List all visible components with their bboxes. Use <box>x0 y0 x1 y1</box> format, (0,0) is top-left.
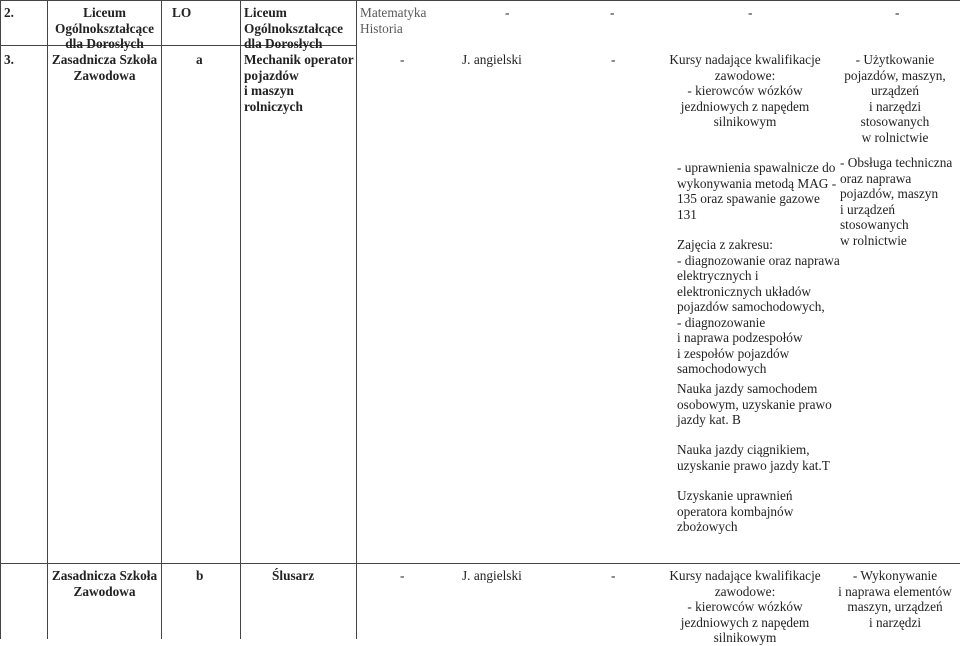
row-divider-3-4 <box>0 563 960 564</box>
dash-cell: - <box>505 5 510 20</box>
table-border-top <box>0 0 960 1</box>
classes-scope: Zajęcia z zakresu: - diagnozowanie oraz naprawa elektrycznych i elektronicznych układów pojazdów samochodowych, - diagnozowanie i naprawa podzespołów i zespołów pojazdów samochodowych <box>677 237 840 376</box>
school-name-lo: Liceum Ogólnokształcące dla Dorosłych <box>55 5 154 51</box>
courses-list-b: Kursy nadające kwalifikacje zawodowe: - kierowców wózków jezdniowych z napędem silnikowym <box>669 568 821 645</box>
col-divider-4 <box>356 0 357 639</box>
col-divider-3 <box>240 0 241 639</box>
profession-letter-a: a <box>196 52 203 67</box>
learning-effects-b: - Wykonywanie i naprawa elementów maszyn, urządzeń i narzędzi <box>838 568 952 630</box>
profession-letter-b: b <box>196 568 204 583</box>
welding-qualifications: - uprawnienia spawalnicze do wykonywania metodą MAG - 135 oraz spawanie gazowe 131 <box>677 160 837 222</box>
profession-name-b: Ślusarz <box>272 568 315 583</box>
dash-cell: - <box>400 568 405 583</box>
dash-cell: - <box>895 5 900 20</box>
dash-cell: - <box>610 5 615 20</box>
learning-effects-2: - Obsługa techniczna oraz naprawa pojazdów, maszyn i urządzeń stosowanych w rolnictwie <box>840 155 953 248</box>
learning-effects-1: - Użytkowanie pojazdów, maszyn, urządzeń i narzędzi stosowanych w rolnictwie <box>844 52 946 145</box>
combine-operator-course: Uzyskanie uprawnień operatora kombajnów zbożowych <box>677 488 794 534</box>
row-number-2: 2. <box>4 5 14 20</box>
dash-cell: - <box>611 568 616 583</box>
school-code-lo: LO <box>172 5 192 20</box>
courses-list: Kursy nadające kwalifikacje zawodowe: - kierowców wózków jezdniowych z napędem silnikowym <box>669 52 821 129</box>
table-border-left <box>0 0 1 639</box>
school-name-zsz: Zasadnicza Szkoła Zawodowa <box>51 52 158 83</box>
row-number-3: 3. <box>4 52 14 67</box>
driving-course-b: Nauka jazdy samochodem osobowym, uzyskanie prawo jazdy kat. B <box>677 381 832 427</box>
school-type-lo: Liceum Ogólnokształcące dla Dorosłych <box>244 5 343 51</box>
foreign-language: J. angielski <box>462 52 522 67</box>
dash-cell: - <box>400 52 405 67</box>
col-divider-1 <box>47 0 48 639</box>
subjects-extended: Matematyka Historia <box>360 5 427 36</box>
col-divider-2 <box>161 0 162 639</box>
school-name-zsz-b: Zasadnicza Szkoła Zawodowa <box>51 568 158 599</box>
dash-cell: - <box>748 5 753 20</box>
driving-course-t: Nauka jazdy ciągnikiem, uzyskanie prawo jazdy kat.T <box>677 442 830 473</box>
dash-cell: - <box>611 52 616 67</box>
profession-name-a: Mechanik operator pojazdów i maszyn rolniczych <box>244 52 354 114</box>
foreign-language: J. angielski <box>462 568 522 583</box>
